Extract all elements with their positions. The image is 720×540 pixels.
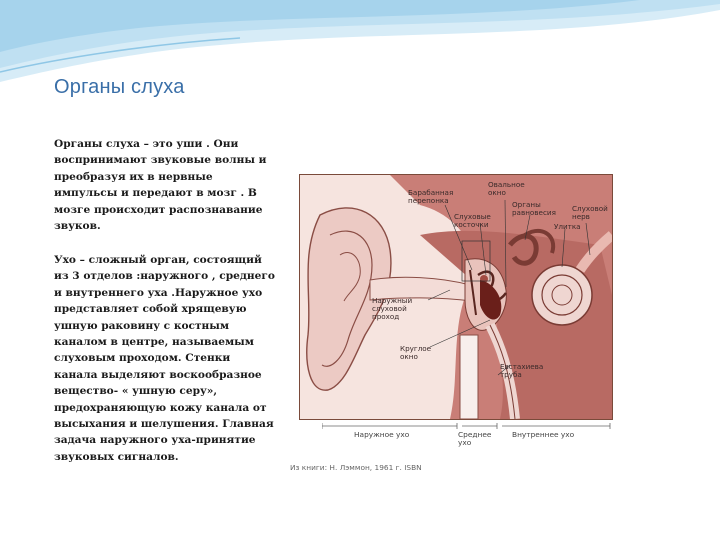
paragraph-intro: Органы слуха – это уши . Они воспринимают звуковые волны и преобразуя их в нервные импульсы и передают в мозг . В мозге происходит распознавание звуков. [54, 138, 267, 233]
label-balance-organs: Органы равновесия [512, 200, 556, 217]
label-ear-canal: Наружный слуховой проход [372, 296, 413, 321]
label-auditory-nerve: Слуховой нерв [572, 204, 608, 221]
figure-caption: Из книги: Н. Лэммон, 1961 г. ISBN [290, 463, 422, 472]
label-oval-window: Овальное окно [488, 180, 525, 197]
section-outer-ear: Наружное ухо [354, 430, 410, 439]
label-cochlea: Улитка [554, 222, 581, 231]
slide-title: Органы слуха [54, 76, 185, 98]
paragraph-ear-structure: Ухо – сложный орган, состоящий из 3 отделов :наружного , среднего и внутреннего уха .Наружное ухо представляет собой хрящевую ушную раковину с костным каналом в центре, называемым слуховым проходом. Стенки канала выделяют воскообразное вещество- « ушную серу», предохраняющую кожу канала от высыхания и шелушения. Главная задача наружного уха-принятие звуковых сигналов. [54, 254, 275, 463]
section-middle-ear: Среднее ухо [458, 430, 492, 447]
ear-anatomy-figure [299, 174, 613, 420]
section-inner-ear: Внутреннее ухо [512, 430, 575, 439]
label-eustachian-tube: Евстахиева труба [500, 362, 544, 379]
label-round-window: Круглое окно [400, 344, 432, 361]
label-ossicles: Слуховые косточки [454, 212, 491, 229]
label-eardrum: Барабанная перепонка [408, 188, 454, 205]
